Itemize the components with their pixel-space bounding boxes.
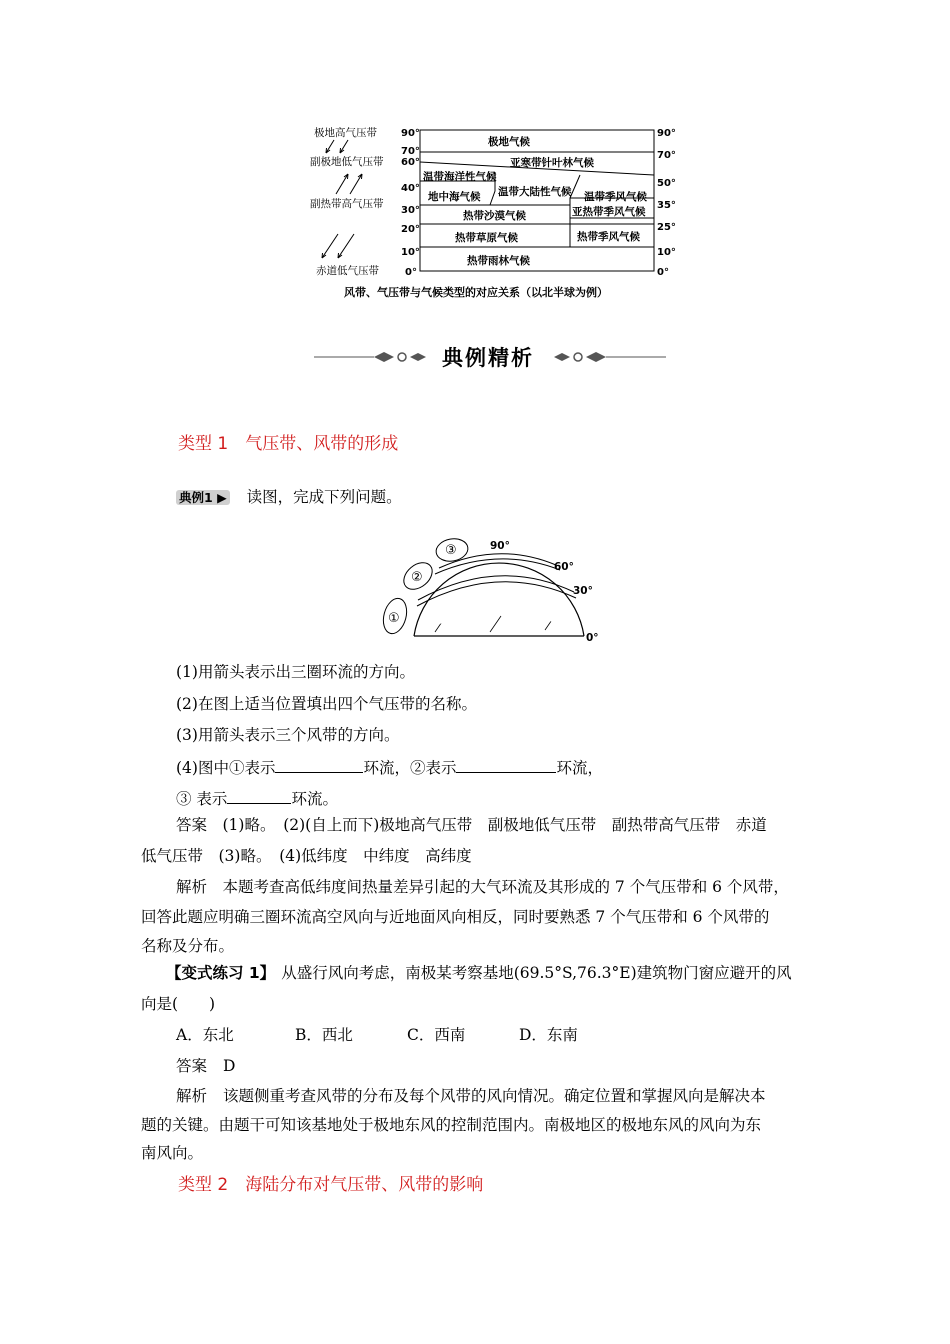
variant-1-stem: 从盛行风向考虑，南极某考察基地(69.5°S,76.3°E)建筑物门窗应避开的风 [281, 964, 792, 982]
variant-1-line-2: 向是( ) [141, 995, 216, 1013]
q4-part-c: 环流， [556, 759, 603, 777]
climate-marine: 温带海洋性气候 [423, 171, 497, 183]
answer-1-line-1: 答案 (1)略。 (2)(自上而下)极地高气压带 副极地低气压带 副热带高气压带 赤道 [176, 816, 767, 834]
lat-right-35: 35° [657, 200, 676, 211]
lat-left-90: 90° [401, 128, 420, 139]
q4-part-b: 环流，②表示 [363, 759, 457, 777]
hemi-lat-0: 0° [586, 632, 599, 644]
climate-rainforest: 热带雨林气候 [467, 255, 530, 267]
hemi-lat-30: 30° [573, 585, 593, 597]
q4-part-e: 环流。 [291, 790, 338, 808]
question-1: (1)用箭头表示出三圈环流的方向。 [176, 663, 415, 681]
hemi-lat-90: 90° [490, 540, 510, 552]
climate-tropical-monsoon: 热带季风气候 [577, 231, 640, 243]
header-ornament-right [550, 348, 670, 366]
play-icon: ▶ [217, 490, 227, 505]
left-label-subpolar-low: 副极地低气压带 [310, 156, 384, 168]
lat-right-90: 90° [657, 128, 676, 139]
climate-polar: 极地气候 [488, 136, 530, 148]
lat-left-30: 30° [401, 205, 420, 216]
left-label-polar-high: 极地高气压带 [314, 127, 377, 139]
question-2: (2)在图上适当位置填出四个气压带的名称。 [176, 695, 477, 713]
blank-3[interactable] [227, 787, 291, 804]
lat-right-10: 10° [657, 247, 676, 258]
climate-desert: 热带沙漠气候 [463, 210, 526, 222]
variant-1-analysis-line-1 [176, 1086, 766, 1106]
analysis-label: 解析 [176, 1087, 208, 1105]
lat-right-50: 50° [657, 178, 676, 189]
answer-value: D [223, 1057, 236, 1075]
lat-right-0: 0° [657, 267, 669, 278]
example-badge-label: 典例1 [179, 490, 213, 505]
analysis-1-line-2: 回答此题应明确三圈环流高空风向与近地面风向相反，同时要熟悉 7 个气压带和 6 个风带的 [141, 908, 770, 926]
climate-subarctic: 亚寒带针叶林气候 [510, 157, 594, 169]
left-label-equatorial-low: 赤道低气压带 [316, 265, 379, 277]
lat-left-70: 70° [401, 146, 420, 157]
variant-1-answer [176, 1056, 235, 1076]
lat-left-60: 60° [401, 157, 420, 168]
q4-part-a: (4)图中①表示 [176, 759, 276, 777]
answer-label: 答案 [176, 1057, 208, 1075]
hemi-lat-60: 60° [554, 561, 574, 573]
analysis-1-line-3: 名称及分布。 [141, 937, 235, 955]
blank-2[interactable] [456, 756, 556, 773]
climate-savanna: 热带草原气候 [455, 232, 518, 244]
blank-1[interactable] [275, 756, 363, 773]
example1-prompt-row [176, 487, 402, 507]
circle-3-label: ③ [445, 543, 457, 558]
option-c[interactable]: C．西南 [407, 1026, 466, 1044]
answer-1-line-2: 低气压带 (3)略。 (4)低纬度 中纬度 高纬度 [141, 847, 472, 865]
option-a[interactable]: A．东北 [176, 1026, 234, 1044]
lat-right-70: 70° [657, 150, 676, 161]
type1-title: 类型 1 气压带、风带的形成 [178, 434, 399, 454]
lat-left-20: 20° [401, 224, 420, 235]
lat-left-40: 40° [401, 183, 420, 194]
example1-prompt: 读图，完成下列问题。 [246, 488, 402, 506]
left-label-subtropical-high: 副热带高气压带 [310, 198, 384, 210]
lat-left-0: 0° [405, 267, 417, 278]
question-4 [176, 756, 603, 778]
question-3: (3)用箭头表示三个风带的方向。 [176, 726, 400, 744]
climate-mediterranean: 地中海气候 [428, 191, 481, 203]
climate-belt-figure [300, 118, 690, 308]
circle-1-label: ① [388, 611, 400, 626]
section-header [310, 342, 670, 372]
climate-subtropical-monsoon: 亚热带季风气候 [572, 206, 646, 218]
lat-left-10: 10° [401, 247, 420, 258]
variant-1-line-1 [166, 963, 792, 983]
type2-title: 类型 2 海陆分布对气压带、风带的影响 [178, 1175, 484, 1195]
figure-caption: 风带、气压带与气候类型的对应关系（以北半球为例） [344, 286, 608, 299]
circle-2-label: ② [411, 570, 423, 585]
header-ornament-left [310, 348, 430, 366]
option-d[interactable]: D．东南 [519, 1026, 578, 1044]
variant-1-title: 【变式练习 1】 [166, 964, 276, 982]
analysis-1-line-1: 解析 本题考查高低纬度间热量差异引起的大气环流及其形成的 7 个气压带和 6 个风带， [176, 878, 789, 896]
climate-monsoon-temperate: 温带季风气候 [584, 191, 647, 203]
hemisphere-figure [380, 532, 610, 647]
climate-continental: 温带大陆性气候 [498, 186, 572, 198]
variant-1-analysis-line-3: 南风向。 [141, 1144, 204, 1162]
option-b[interactable]: B．西北 [295, 1026, 353, 1044]
lat-right-25: 25° [657, 222, 676, 233]
section-header-text: 典例精析 [442, 346, 534, 370]
question-4-cont [176, 787, 338, 809]
analysis-text-1: 该题侧重考查风带的分布及每个风带的风向情况。确定位置和掌握风向是解决本 [223, 1087, 766, 1105]
example-badge [176, 490, 230, 505]
variant-1-analysis-line-2: 题的关键。由题干可知该基地处于极地东风的控制范围内。南极地区的极地东风的风向为东 [141, 1116, 762, 1134]
q4-part-d: ③ 表示 [176, 790, 228, 808]
variant-1-options [176, 1025, 578, 1045]
